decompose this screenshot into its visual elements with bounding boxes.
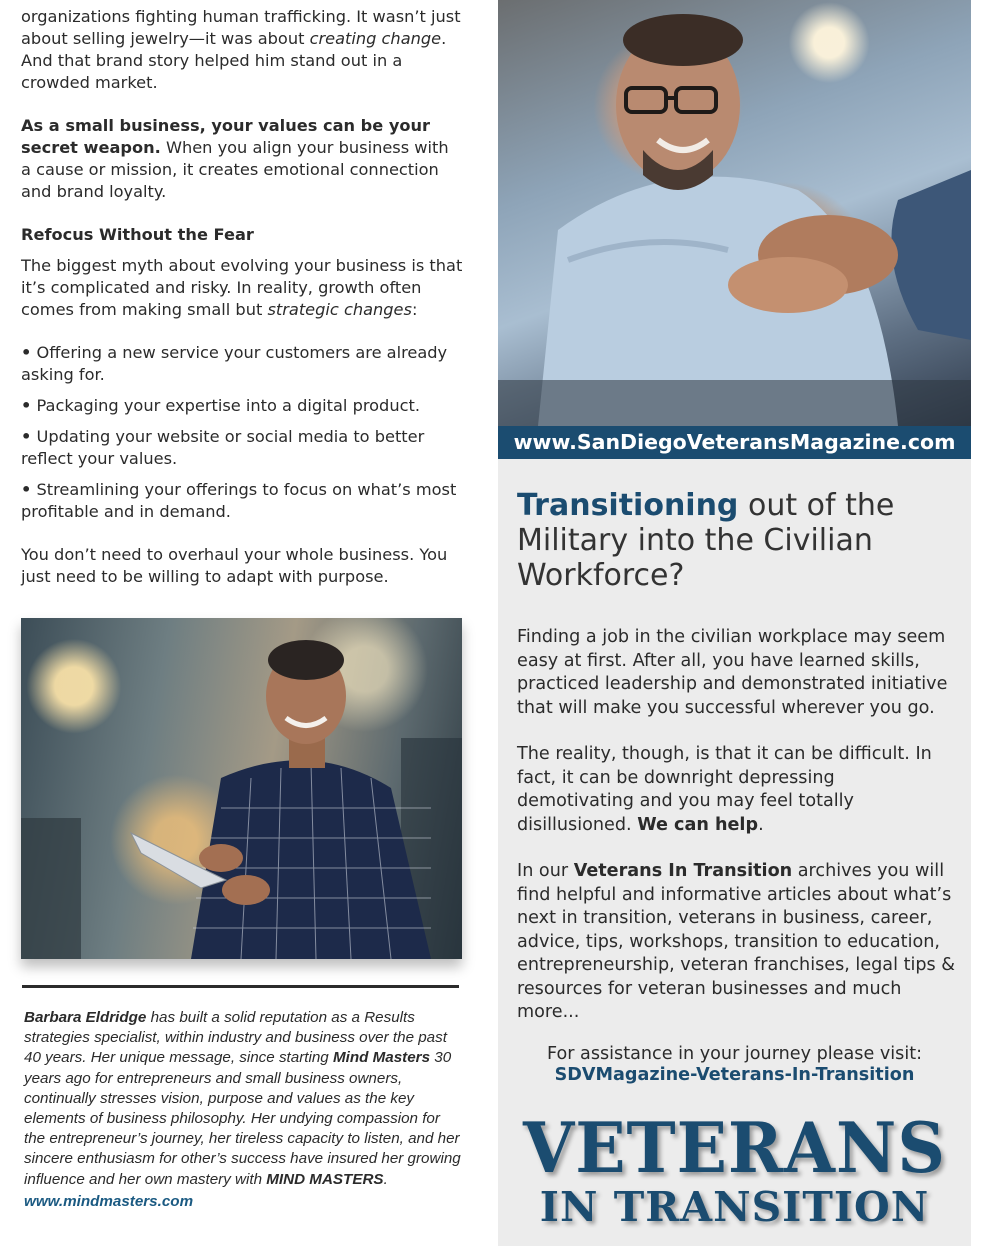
veterans-in-transition-link[interactable]: SDVMagazine-Veterans-In-Transition: [554, 1065, 915, 1085]
man-with-tablet-illustration: [21, 618, 462, 959]
paragraph-myth: The biggest myth about evolving your business is that it’s complicated and risky. In reality, growth often comes from making small but strategic changes:: [21, 256, 463, 319]
bullet-item: • Offering a new service your customers are already asking for.: [21, 343, 448, 384]
handshake-illustration: [498, 0, 971, 426]
ad-paragraph-1: Finding a job in the civilian workplace may seem easy at first. After all, you have learned skills, practiced leadership and demonstrated initiative that will make you successful wherever you go.: [517, 627, 948, 718]
handshake-photo: [498, 0, 971, 426]
author-bio: Barbara Eldridge has built a solid reputation as a Results strategies specialist, within industry and business over the past 40 years. Her unique message, since starting Mind Masters 30 years ago for entrepreneurs and small business owners, continually stresses vision, purpose and values as the key elements of business philosophy. Her undying compassion for the entrepreneur’s journey, her tireless capacity to listen, and her sincere enthusiasm for other’s success have insured her growing influence and her own mastery with MIND MASTERS. www.mindmasters.com: [24, 1008, 464, 1212]
paragraph-values: As a small business, your values can be your secret weapon. When you align your business with a cause or mission, it creates emotional connection and brand loyalty.: [21, 116, 449, 201]
ad-body: [517, 626, 957, 1025]
bullet-item: • Packaging your expertise into a digital product.: [21, 396, 420, 415]
subheading: Refocus Without the Fear: [21, 225, 254, 244]
ad-paragraph-2: The reality, though, is that it can be difficult. In fact, it can be downright depressing demotivating and you may feel totally disillusioned. We can help.: [517, 744, 932, 835]
bullet-item: • Updating your website or social media to better reflect your values.: [21, 427, 425, 468]
author-website-link[interactable]: www.mindmasters.com: [24, 1192, 194, 1210]
ad-headline: Transitioning out of the Military into the Civilian Workforce?: [517, 488, 895, 593]
veterans-in-transition-logo: VETERANS IN TRANSITION: [523, 1107, 946, 1231]
bullet-item: • Streamlining your offerings to focus on what’s most profitable and in demand.: [21, 480, 457, 521]
paragraph-brand-story: organizations fighting human trafficking. It wasn’t just about selling jewelry—it was about creating change. And that brand story helped him stand out in a crowded market.: [21, 7, 461, 92]
man-with-tablet-photo: [21, 618, 462, 959]
bio-divider: [22, 985, 459, 988]
ad-paragraph-3: In our Veterans In Transition archives you will find helpful and informative articles about what’s next in transition, veterans in business, career, advice, tips, workshops, transition to education, entrepreneurship, veteran franchises, legal tips & resources for veteran businesses and much more...: [517, 861, 956, 1022]
assistance-callout: For assistance in your journey please visit: SDVMagazine-Veterans-In-Transition: [498, 1044, 971, 1086]
article-left-column: [21, 6, 463, 588]
magazine-url-banner[interactable]: www.SanDiegoVeteransMagazine.com: [498, 426, 971, 459]
paragraph-closing: You don’t need to overhaul your whole business. You just need to be willing to adapt with purpose.: [21, 545, 448, 586]
